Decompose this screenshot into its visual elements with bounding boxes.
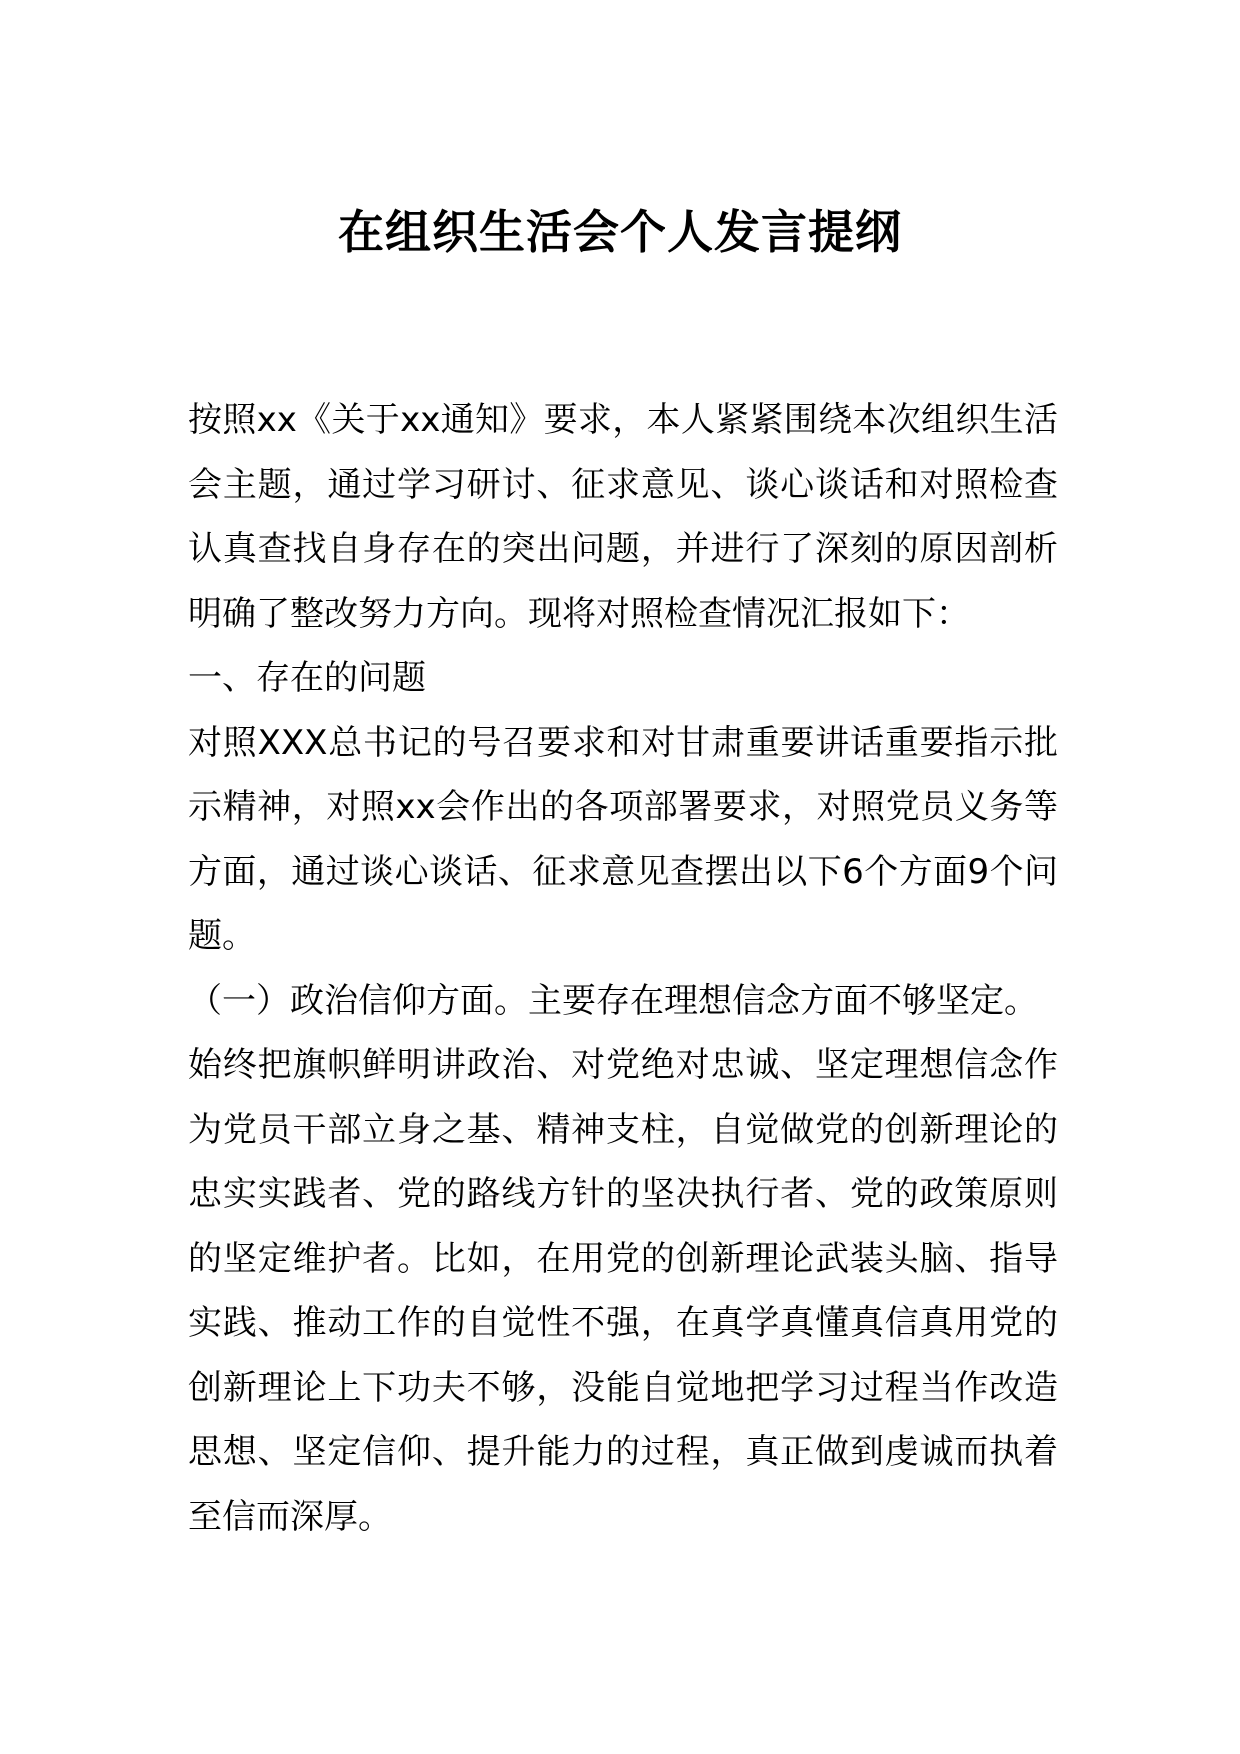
paragraph-problems-overview: 对照XXX总书记的号召要求和对甘肃重要讲话重要指示批示精神，对照xx会作出的各项部署要求，对照党员义务等方面，通过谈心谈话、征求意见查摆出以下6个方面9个问题。 <box>188 722 1058 956</box>
document-title: 在组织生活会个人发言提纲 <box>338 205 902 259</box>
document-body <box>188 388 1058 1549</box>
paragraph-intro: 按照xx《关于xx通知》要求，本人紧紧围绕本次组织生活会主题，通过学习研讨、征求意见、谈心谈话和对照检查认真查找自身存在的突出问题，并进行了深刻的原因剖析明确了整改努力方向。现将对照检查情况汇报如下： <box>188 400 1058 634</box>
subsection-heading-political-belief: （一）政治信仰方面。主要存在理想信念方面不够坚定。 <box>188 980 1038 1021</box>
paragraph-political-belief: 始终把旗帜鲜明讲政治、对党绝对忠诚、坚定理想信念作为党员干部立身之基、精神支柱，自觉做党的创新理论的忠实实践者、党的路线方针的坚决执行者、党的政策原则的坚定维护者。比如，在用党的创新理论武装头脑、指导实践、推动工作的自觉性不强，在真学真懂真信真用党的创新理论上下功夫不够，没能自觉地把学习过程当作改造思想、坚定信仰、提升能力的过程，真正做到虔诚而执着至信而深厚。 <box>188 1045 1058 1537</box>
section-heading-problems: 一、存在的问题 <box>188 658 426 698</box>
